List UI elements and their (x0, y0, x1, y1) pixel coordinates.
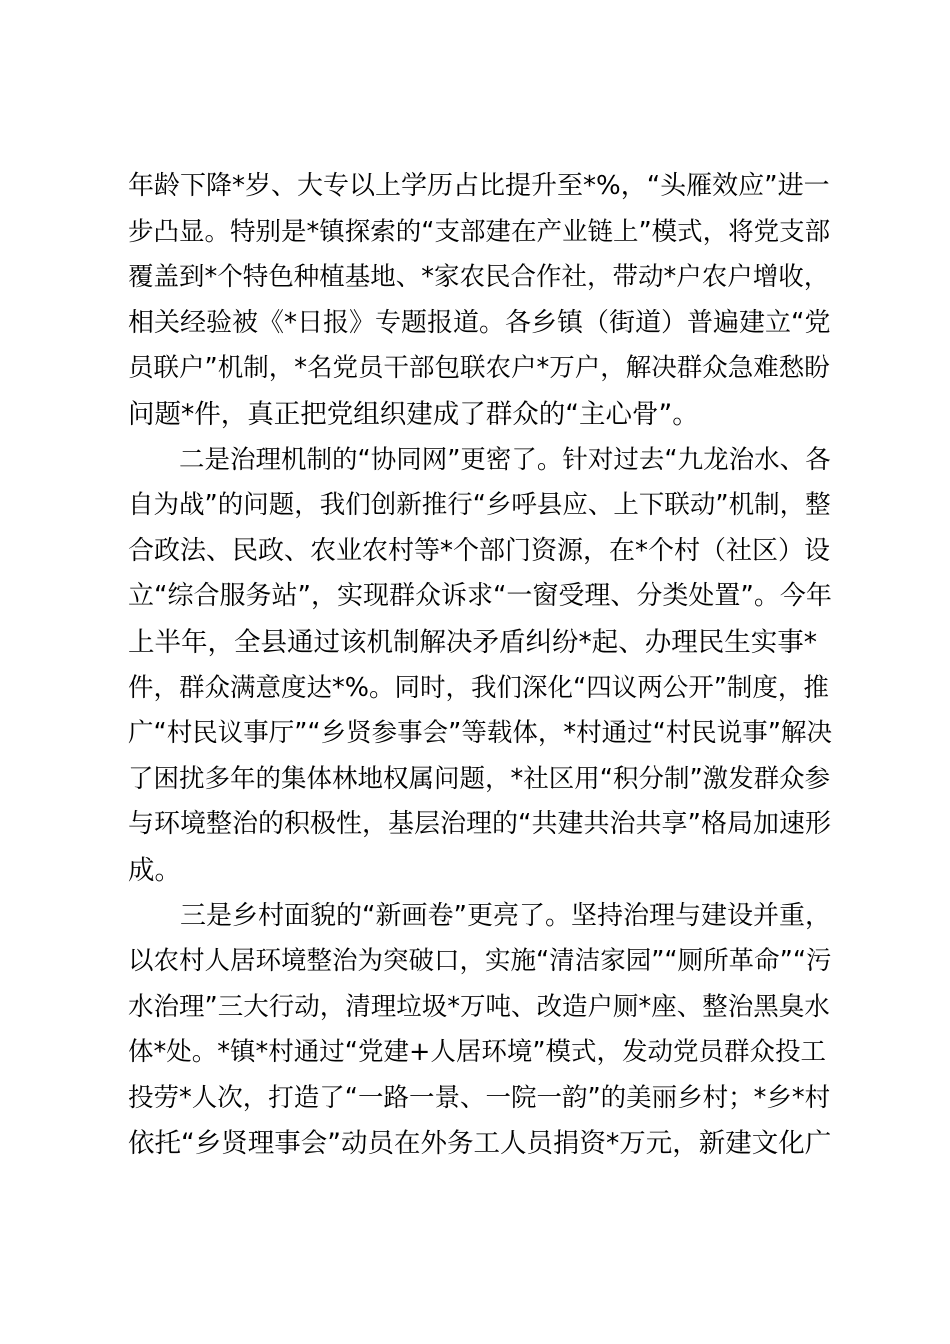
text-line: 三是乡村面貌的“新画卷”更亮了。坚持治理与建设并重， (128, 900, 831, 931)
text-line: 水治理”三大行动，清理垃圾*万吨、改造户厕*座、整治黑臭水 (128, 991, 830, 1022)
text-line: 投劳*人次，打造了“一路一景、一院一韵”的美丽乡村；*乡*村 (128, 1082, 831, 1113)
text-line: 上半年，全县通过该机制解决矛盾纠纷*起、办理民生实事* (128, 626, 817, 658)
text-line: 二是治理机制的“协同网”更密了。针对过去“九龙治水、各 (128, 444, 831, 475)
text-line: 步凸显。特别是*镇探索的“支部建在产业链上”模式，将党支部 (128, 216, 831, 247)
text-line: 以农村人居环境整治为突破口，实施“清洁家园”“厕所革命”“污 (128, 946, 832, 977)
text-line: 合政法、民政、农业农村等*个部门资源，在*个村（社区）设 (128, 535, 831, 566)
text-line: 件，群众满意度达*%。同时，我们深化“四议两公开”制度，推 (128, 672, 829, 703)
text-line: 体*处。*镇*村通过“党建+人居环境”模式，发动党员群众投工 (128, 1037, 827, 1068)
text-line: 年龄下降*岁、大专以上学历占比提升至*%，“头雁效应”进一 (128, 171, 830, 201)
text-line: 了困扰多年的集体林地权属问题，*社区用“积分制”激发群众参 (128, 763, 831, 794)
text-line: 自为战”的问题，我们创新推行“乡呼县应、上下联动”机制，整 (128, 490, 831, 521)
text-line: 覆盖到*个特色种植基地、*家农民合作社，带动*户农户增收， (128, 262, 830, 293)
text-line: 问题*件，真正把党组织建成了群众的“主心骨”。 (128, 398, 699, 430)
text-line: 立“综合服务站”，实现群众诉求“一窗受理、分类处置”。今年 (128, 581, 832, 612)
text-line: 广“村民议事厅”“乡贤参事会”等载体，*村通过“村民说事”解决 (128, 718, 833, 749)
text-line: 相关经验被《*日报》专题报道。各乡镇（街道）普遍建立“党 (128, 307, 831, 338)
text-line: 员联户”机制，*名党员干部包联农户*万户，解决群众急难愁盼 (128, 353, 830, 384)
text-line: 成。 (128, 854, 181, 886)
paragraph-2 (128, 438, 834, 894)
text-line: 与环境整治的积极性，基层治理的“共建共治共享”格局加速形 (128, 809, 831, 840)
document-body (128, 164, 834, 1167)
paragraph-1 (128, 164, 834, 438)
text-line: 依托“乡贤理事会”动员在外务工人员捐资*万元，新建文化广 (128, 1128, 832, 1160)
paragraph-3 (128, 894, 834, 1168)
